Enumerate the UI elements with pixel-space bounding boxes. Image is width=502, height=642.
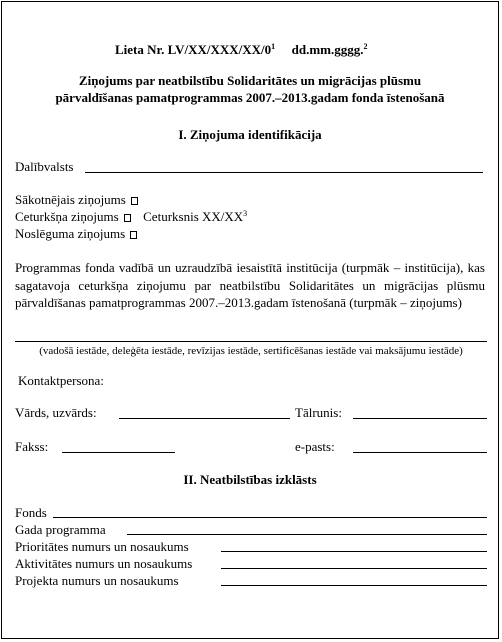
quarter-label: Ceturksnis XX/XX — [143, 209, 244, 224]
activity-field[interactable] — [221, 568, 487, 569]
footnote-ref-2: 2 — [363, 42, 368, 51]
final-report-checkbox[interactable] — [130, 231, 137, 239]
case-number: Lieta Nr. LV/XX/XXX/XX/0 — [115, 42, 272, 57]
section-2-heading: II. Neatbilstības izklāsts — [183, 472, 317, 487]
initial-report-label: Sākotnējais ziņojums — [15, 192, 126, 207]
member-state-field[interactable] — [85, 172, 483, 173]
final-report-row — [15, 226, 137, 242]
fund-field[interactable] — [53, 517, 487, 518]
project-label: Projekta numurs un nosaukums — [15, 573, 179, 588]
quarterly-report-row — [15, 209, 247, 225]
final-report-label: Noslēguma ziņojums — [15, 226, 126, 241]
institution-paragraph: Programmas fonda vadībā un uzraudzībā iesaistītā institūcija (turpmāk – institūcija), kas sagatavoja ceturkšņa ziņojumu par neatbilstību Solidaritātes un migrācijas plūsmu pārvaldīšanas pamatprogrammas 2007.–2013.gadam īstenošanā (turpmāk – ziņojums) — [15, 260, 485, 310]
fund-label: Fonds — [15, 505, 47, 520]
contact-person-heading: Kontaktpersona: — [18, 373, 104, 388]
project-field[interactable] — [221, 585, 487, 586]
document-title-line-2: pārvaldīšanas pamatprogrammas 2007.–2013.gadam fonda īstenošanā — [55, 90, 445, 105]
document-title-line-1: Ziņojums par neatbilstību Solidaritātes un migrācijas plūsmu — [78, 73, 422, 88]
footnote-ref-1: 1 — [271, 42, 276, 51]
email-label: e-pasts: — [295, 439, 335, 454]
phone-field[interactable] — [353, 418, 487, 419]
report-date: dd.mm.gggg. — [291, 42, 364, 57]
email-field[interactable] — [353, 452, 487, 453]
section-1-heading: I. Ziņojuma identifikācija — [178, 127, 322, 142]
quarterly-report-checkbox[interactable] — [124, 214, 131, 222]
annual-programme-field[interactable] — [127, 534, 487, 535]
priority-field[interactable] — [221, 551, 487, 552]
case-number-line — [115, 42, 368, 58]
initial-report-checkbox[interactable] — [131, 197, 138, 205]
fax-field[interactable] — [62, 452, 175, 453]
annual-programme-label: Gada programma — [15, 522, 106, 537]
institution-hint: (vadošā iestāde, deleģēta iestāde, revīzijas iestāde, sertificēšanas iestāde vai maksājumu iestāde) — [39, 345, 463, 357]
priority-label: Prioritātes numurs un nosaukums — [15, 539, 189, 554]
activity-label: Aktivitātes numurs un nosaukums — [15, 556, 193, 571]
member-state-label: Dalībvalsts — [15, 159, 74, 174]
phone-label: Tālrunis: — [295, 405, 342, 420]
name-field[interactable] — [119, 418, 290, 419]
fax-label: Fakss: — [15, 439, 49, 454]
report-form-page — [1, 1, 499, 639]
quarterly-report-label: Ceturkšņa ziņojums — [15, 209, 119, 224]
initial-report-row — [15, 192, 138, 208]
institution-field[interactable] — [15, 341, 487, 342]
name-label: Vārds, uzvārds: — [15, 405, 97, 420]
footnote-ref-3: 3 — [243, 209, 248, 218]
